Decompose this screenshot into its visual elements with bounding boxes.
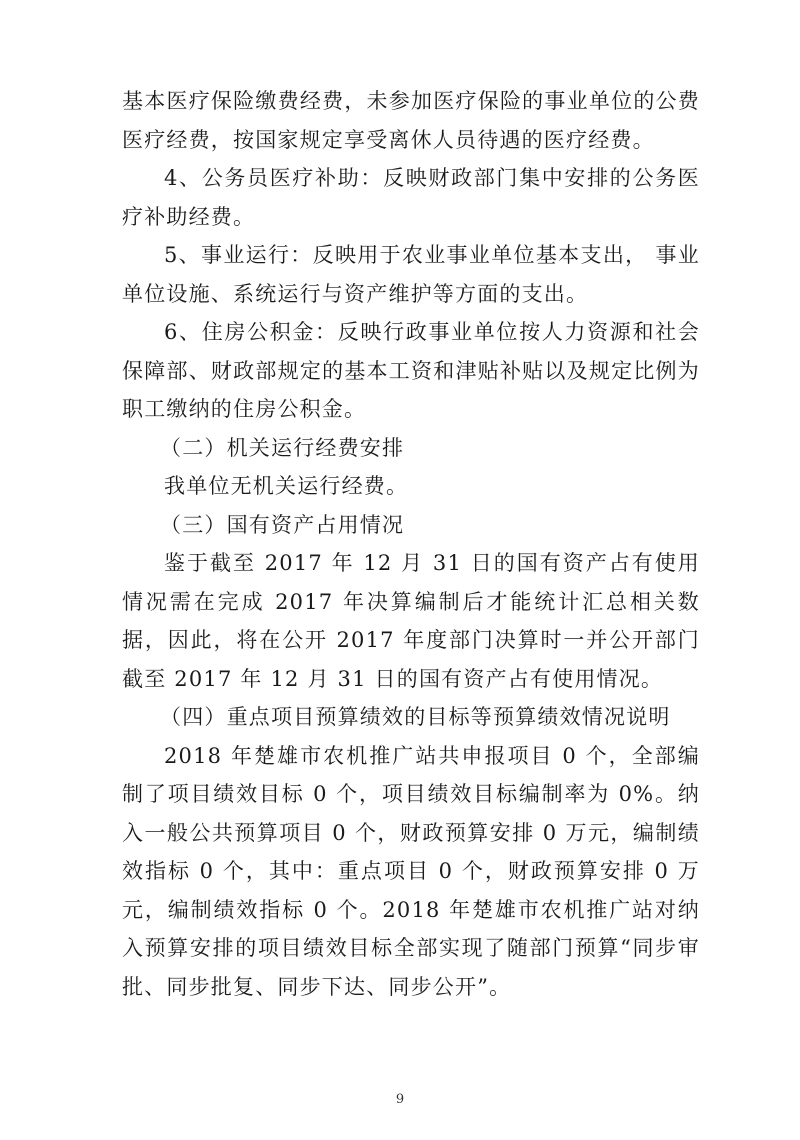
page-number: 9: [395, 1092, 405, 1107]
document-body: [122, 82, 700, 1006]
paragraph-medical-expenses: 基本医疗保险缴费经费，未参加医疗保险的事业单位的公费医疗经费，按国家规定享受离休人员待遇的医疗经费。: [122, 89, 700, 152]
paragraph-state-assets: 鉴于截至 2017 年 12 月 31 日的国有资产占有使用情况需在完成 2017 年决算编制后才能统计汇总相关数据，因此，将在公开 2017 年度部门决算时一并公开部门截至 2017 年 12 月 31 日的国有资产占有使用情况。: [122, 551, 700, 691]
section-heading-performance-goals: （四）重点项目预算绩效的目标等预算绩效情况说明: [160, 705, 671, 729]
section-heading-state-assets: （三）国有资产占用情况: [160, 512, 405, 537]
paragraph-housing-fund: 6、住房公积金：反映行政事业单位按人力资源和社会保障部、财政部规定的基本工资和津贴补贴以及规定比例为职工缴纳的住房公积金。: [122, 320, 700, 421]
section-heading-operating-expenses: （二）机关运行经费安排: [160, 435, 405, 460]
paragraph-no-operating-expenses: 我单位无机关运行经费。: [164, 474, 409, 498]
paragraph-civil-servant-medical-subsidy: 4、公务员医疗补助：反映财政部门集中安排的公务医疗补助经费。: [122, 166, 700, 229]
paragraph-performance-goals: 2018 年楚雄市农机推广站共申报项目 0 个，全部编制了项目绩效目标 0 个，项目绩效目标编制率为 0%。纳入一般公共预算项目 0 个，财政预算安排 0 万元，编制绩效指标 0 个，其中：重点项目 0 个，财政预算安排 0 万元，编制绩效指标 0 个。2018 年楚雄市农机推广站对纳入预算安排的项目绩效目标全部实现了随部门预算“同步审批、同步批复、同步下达、同步公开”。: [122, 743, 700, 999]
paragraph-institution-operation: 5、事业运行：反映用于农业事业单位基本支出， 事业单位设施、系统运行与资产维护等方面的支出。: [122, 243, 700, 306]
